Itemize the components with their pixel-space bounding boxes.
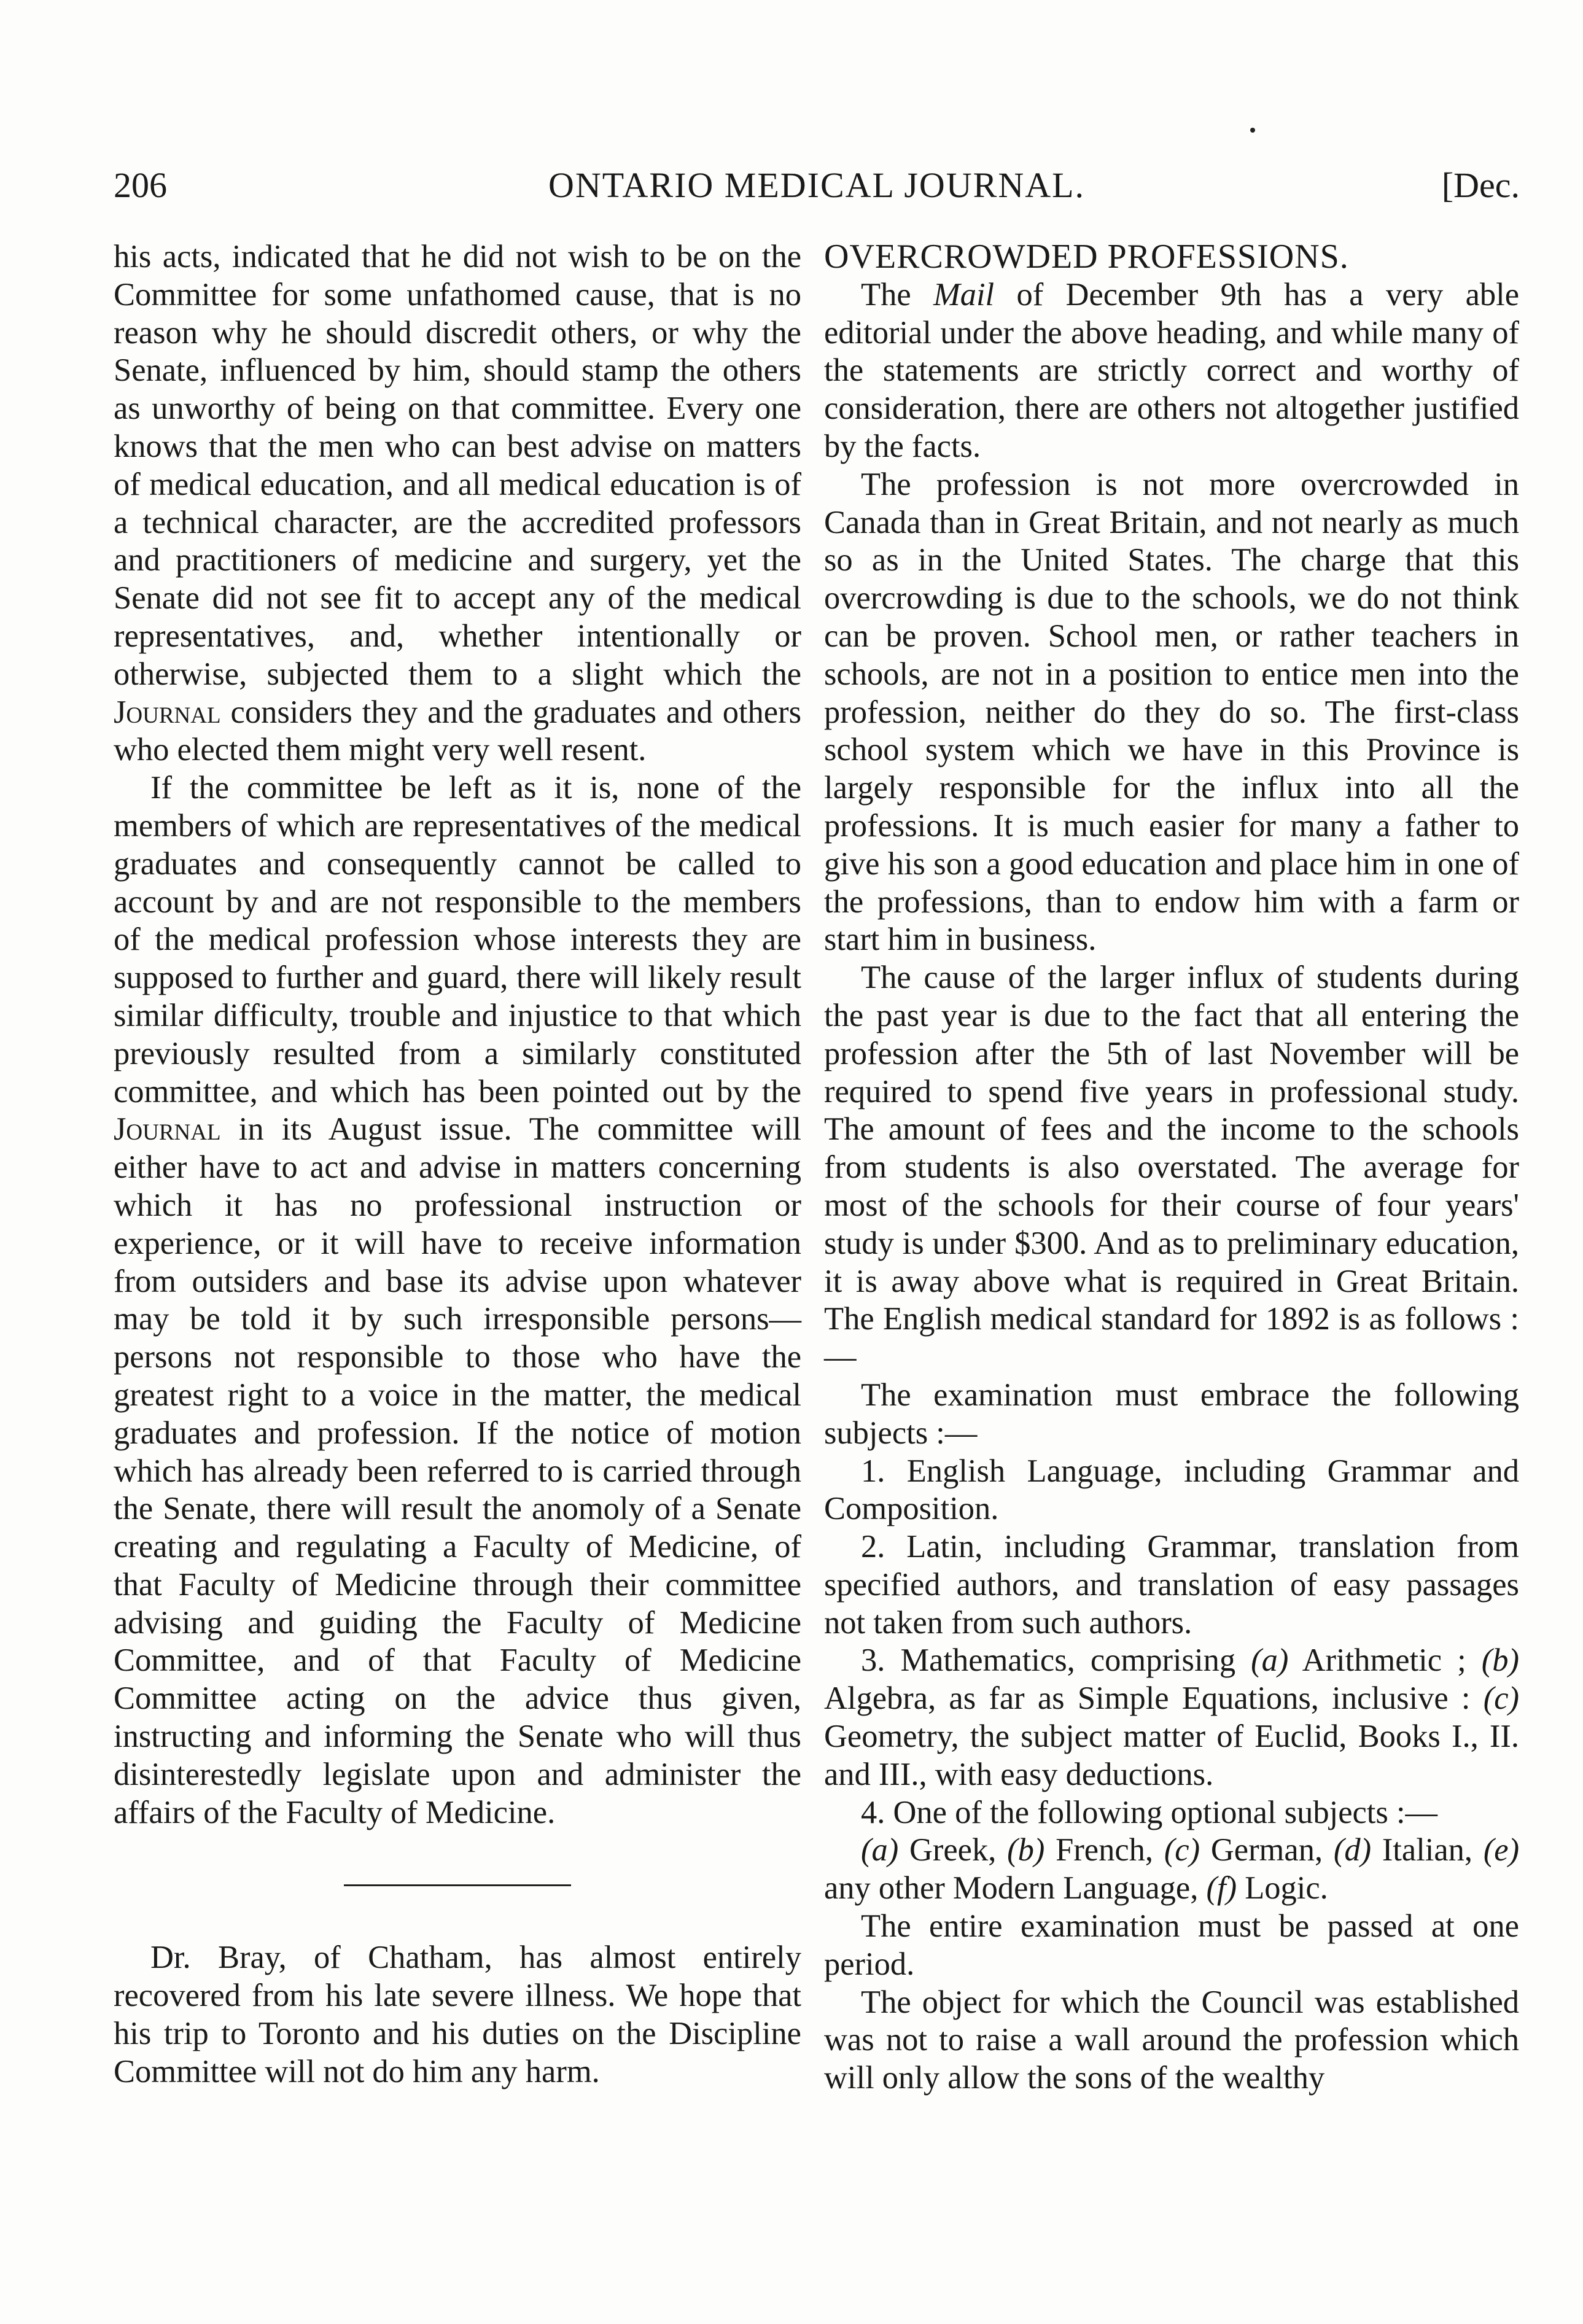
paragraph-mail-editorial bbox=[824, 276, 1519, 466]
list-item-mathematics: 3. Mathematics, comprising (a) Arithmetic ; (b) Algebra, as far as Simple Equations, inclusive : (c) Geometry, the subject matter of Euclid, Books I., II. and III., with easy deductions. bbox=[824, 1642, 1520, 1792]
paragraph-council-object: The object for which the Council was established was not to raise a wall around the profession which will only allow the sons of the wealthy bbox=[824, 1984, 1519, 2096]
paragraph-text: The bbox=[861, 276, 911, 313]
newspaper-name: Mail bbox=[933, 276, 995, 313]
journal-name: Journal bbox=[114, 1111, 221, 1148]
paragraph-examination: The examination must embrace the following subjects :— bbox=[824, 1377, 1519, 1451]
paragraph-committee bbox=[114, 769, 801, 1832]
optional-subjects: (a) Greek, (b) French, (c) German, (d) Italian, (e) any other Modern Language, (f) Logic. bbox=[824, 1832, 1520, 1906]
page-header bbox=[114, 161, 1520, 210]
list-item-latin: 2. Latin, including Grammar, translation from specified authors, and translation of easy passages not taken from such authors. bbox=[824, 1529, 1519, 1641]
left-column bbox=[114, 238, 801, 2091]
paragraph-text: considers they and the graduates and others who elected them might very well resent. bbox=[114, 694, 802, 768]
paragraph-influx: The cause of the larger influx of students during the past year is due to the fact that all entering the profession after the 5th of last November will be required to spend five years in professional study. The amount of fees and the income to the schools from students is also overstated. The average for most of the schools for their course of four years' study is under $300. And as to preliminary education, it is away above what is required in Great Britain. The English medical standard for 1892 is as follows :— bbox=[824, 960, 1519, 1375]
paragraph-text: in its August issue. The committee will either have to act and advise in matters concerning which it has no professional instruction or experience, or it will have to receive information from outsiders and base its advise upon whatever may be told it by such irresponsible persons—persons not responsible to those who have the greatest right to a voice in the matter, the medical graduates and profession. If the notice of motion which has already been referred to is carried through the Senate, there will result the anomoly of a Senate creating and regulating a Faculty of Medicine, of that Faculty of Medicine through their committee advising and guiding the Faculty of Medicine Committee, and of that Faculty of Medicine Committee acting on the advice thus given, instructing and informing the Senate who will thus disinterestedly legislate upon and administer the affairs of the Faculty of Medicine. bbox=[114, 1111, 802, 1830]
section-divider bbox=[344, 1884, 571, 1886]
running-head: ONTARIO MEDICAL JOURNAL. bbox=[548, 165, 1086, 205]
right-column bbox=[824, 238, 1519, 2097]
list-item-optional: 4. One of the following optional subjects :— bbox=[861, 1794, 1438, 1830]
paragraph-text: of December 9th has a very able editorial under the above heading, and while many of the statements are strictly correct and worthy of consideration, there are others not altogether justified by the facts. bbox=[824, 276, 1520, 464]
paragraph-entire-exam: The entire examination must be passed at one period. bbox=[824, 1908, 1519, 1982]
paragraph-text: his acts, indicated that he did not wish to be on the Committee for some unfathomed cause, that is no reason why he should discredit others, or why the Senate, influenced by him, should stamp the others as unworthy of being on that committee. Every one knows that the men who can best advise on matters of medical education, and all medical education is of a technical character, are the accredited professors and practitioners of medicine and surgery, yet the Senate did not see fit to accept any of the medical representatives, and, whether intentionally or otherwise, subjected them to a slight which the bbox=[114, 239, 801, 692]
page-number: 206 bbox=[114, 165, 167, 205]
journal-name: Journal bbox=[114, 694, 221, 730]
article-title: OVERCROWDED PROFESSIONS. bbox=[824, 238, 1349, 276]
list-item-english: 1. English Language, including Grammar and Composition. bbox=[824, 1453, 1519, 1527]
print-speck bbox=[1250, 128, 1255, 133]
paragraph-dr-bray: Dr. Bray, of Chatham, has almost entirely recovered from his late severe illness. We hope that his trip to Toronto and his duties on the Discipline Committee will not do him any harm. bbox=[114, 1940, 801, 2089]
paragraph-text: If the committee be left as it is, none of the members of which are representatives of the medical graduates and consequently cannot be called to account by and are not responsible to the members of the medical profession whose interests they are supposed to further and guard, there will likely result similar difficulty, trouble and injustice to that which previously resulted from a similarly constituted committee, and which has been pointed out by the bbox=[114, 770, 801, 1110]
paragraph-overcrowding: The profession is not more overcrowded in Canada than in Great Britain, and not nearly as much so as in the United States. The charge that this overcrowding is due to the schools, we do not think can be proven. School men, or rather teachers in schools, are not in a position to entice men into the profession, neither do they do so. The first-class school system which we have in this Province is largely responsible for the influx into all the professions. It is much easier for many a father to give his son a good education and place him in one of the professions, than to endow him with a farm or start him in business. bbox=[824, 466, 1519, 958]
issue-month: [Dec. bbox=[1441, 165, 1520, 205]
paragraph-continued bbox=[114, 238, 801, 769]
